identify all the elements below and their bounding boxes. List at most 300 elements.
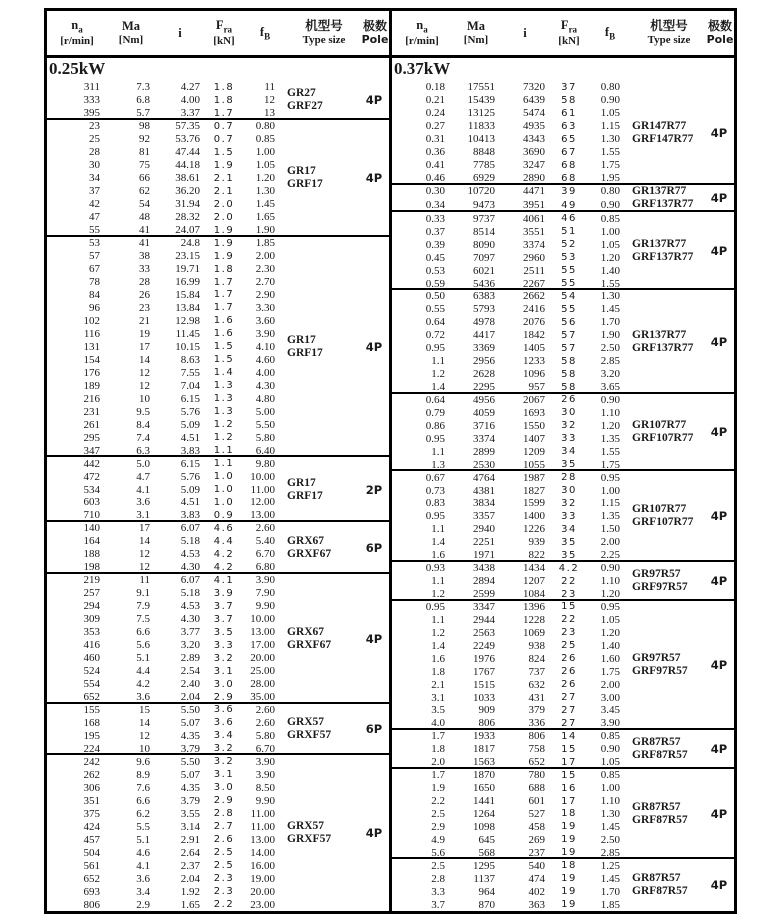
fra-cell: 63 xyxy=(561,120,577,132)
fb-cell: 1.00 xyxy=(600,484,620,497)
na-cell: 176 xyxy=(83,366,100,379)
fra-cell: 4.1 xyxy=(213,574,235,586)
fb-cell: 5.40 xyxy=(255,535,275,548)
fb-cell: 6.80 xyxy=(255,561,275,574)
ma-cell: 870 xyxy=(478,898,495,911)
fra-cell: 18 xyxy=(561,808,577,820)
fra-cell: 1.8 xyxy=(213,81,235,93)
na-cell: 216 xyxy=(83,392,100,405)
ma-cell: 26 xyxy=(139,288,150,301)
column-header-symbol: $n_a$ xyxy=(71,18,83,35)
table-row xyxy=(392,406,632,419)
fb-cell: 1.05 xyxy=(600,107,620,120)
fra-cell: 1.0 xyxy=(213,484,235,496)
pole-label: 4P xyxy=(365,93,383,108)
na-cell: 2.5 xyxy=(431,859,445,872)
fra-cell: 18 xyxy=(561,860,577,872)
table-row xyxy=(47,211,287,224)
pole-label: 2P xyxy=(365,482,383,497)
ma-cell: 9.5 xyxy=(136,405,150,418)
na-cell: 188 xyxy=(83,548,100,561)
i-cell: 31.94 xyxy=(175,198,200,211)
ma-cell: 7.5 xyxy=(136,613,150,626)
i-cell: 3.79 xyxy=(180,742,200,755)
ma-cell: 75 xyxy=(139,159,150,172)
table-row xyxy=(47,729,287,742)
data-rows xyxy=(392,730,632,769)
fb-cell: 1.70 xyxy=(600,885,620,898)
ma-cell: 19 xyxy=(139,327,150,340)
ma-cell: 1137 xyxy=(473,872,495,885)
fb-cell: 3.30 xyxy=(255,301,275,314)
na-cell: 1.2 xyxy=(431,368,445,381)
table-row xyxy=(47,859,287,872)
fb-cell: 1.30 xyxy=(600,807,620,820)
fb-cell: 9.80 xyxy=(255,457,275,470)
ma-cell: 17551 xyxy=(467,81,495,94)
type-size-line: GRF87R57 xyxy=(632,885,688,898)
na-cell: 603 xyxy=(83,496,100,509)
table-row xyxy=(47,820,287,833)
ma-cell: 1767 xyxy=(473,665,495,678)
fb-cell: 6.40 xyxy=(255,444,275,457)
fb-cell: 1.95 xyxy=(600,172,620,185)
type-size-label xyxy=(287,574,359,704)
fra-cell: 1.6 xyxy=(213,315,235,327)
ma-cell: 4.7 xyxy=(136,470,150,483)
na-cell: 0.53 xyxy=(425,264,445,277)
i-cell: 4.30 xyxy=(180,561,200,574)
i-cell: 824 xyxy=(528,652,545,665)
fra-cell: 2.9 xyxy=(213,795,235,807)
fra-cell: 2.0 xyxy=(213,198,235,210)
fb-cell: 1.05 xyxy=(600,756,620,769)
fra-cell: 4.6 xyxy=(213,522,235,534)
pole-label: 4P xyxy=(710,244,728,259)
na-cell: 84 xyxy=(89,288,100,301)
na-cell: 2.0 xyxy=(431,756,445,769)
na-cell: 78 xyxy=(89,276,100,289)
ma-cell: 6.8 xyxy=(136,94,150,107)
i-cell: 6.15 xyxy=(180,392,200,405)
fb-cell: 1.30 xyxy=(600,133,620,146)
ma-cell: 6.6 xyxy=(136,794,150,807)
i-cell: 5474 xyxy=(523,107,545,120)
i-cell: 3.83 xyxy=(180,444,200,457)
table-row xyxy=(47,172,287,185)
type-size-group xyxy=(392,728,734,769)
na-cell: 4.9 xyxy=(431,833,445,846)
ma-cell: 1933 xyxy=(473,730,495,743)
na-cell: 1.8 xyxy=(431,743,445,756)
na-cell: 0.30 xyxy=(425,185,445,198)
i-cell: 5.07 xyxy=(180,768,200,781)
table-row xyxy=(392,795,632,808)
type-size-line: GRF17 xyxy=(287,346,323,359)
fra-cell: 55 xyxy=(561,265,577,277)
na-cell: 102 xyxy=(83,314,100,327)
ma-cell: 14 xyxy=(139,353,150,366)
column-header xyxy=(243,25,287,42)
ma-cell: 7.6 xyxy=(136,781,150,794)
table-row xyxy=(392,368,632,381)
i-cell: 3551 xyxy=(523,225,545,238)
i-cell: 237 xyxy=(528,846,545,859)
data-rows xyxy=(392,394,632,472)
na-cell: 2.8 xyxy=(431,872,445,885)
table-row xyxy=(47,263,287,276)
fb-cell: 1.45 xyxy=(600,303,620,316)
i-cell: 1827 xyxy=(523,484,545,497)
ma-cell: 17 xyxy=(139,340,150,353)
ma-cell: 3347 xyxy=(473,600,495,613)
fra-cell: 2.3 xyxy=(213,886,235,898)
ma-cell: 3716 xyxy=(473,419,495,432)
i-cell: 4.53 xyxy=(180,600,200,613)
i-cell: 3.14 xyxy=(180,820,200,833)
na-cell: 375 xyxy=(83,807,100,820)
fb-cell: 4.30 xyxy=(255,379,275,392)
na-cell: 1.9 xyxy=(431,782,445,795)
fra-cell: 34 xyxy=(561,523,577,535)
i-cell: 1987 xyxy=(523,471,545,484)
type-size-line: GRF147R77 xyxy=(632,132,694,145)
ma-cell: 5.6 xyxy=(136,639,150,652)
fra-cell: 32 xyxy=(561,497,577,509)
fra-cell: 23 xyxy=(561,588,577,600)
i-cell: 1069 xyxy=(523,626,545,639)
table-row xyxy=(392,575,632,588)
na-cell: 0.72 xyxy=(425,329,445,342)
type-size-line: GR87R57 xyxy=(632,872,681,885)
table-row xyxy=(392,303,632,316)
fb-cell: 2.60 xyxy=(255,522,275,535)
table-row xyxy=(47,846,287,859)
type-size-group xyxy=(392,560,734,601)
na-cell: 442 xyxy=(83,457,100,470)
na-cell: 0.59 xyxy=(425,277,445,290)
na-cell: 261 xyxy=(83,418,100,431)
na-cell: 1.6 xyxy=(431,549,445,562)
na-cell: 693 xyxy=(83,885,100,898)
i-cell: 6.07 xyxy=(180,522,200,535)
fb-cell: 11.00 xyxy=(250,483,275,496)
type-size-line: GR137R77 xyxy=(632,238,687,251)
na-cell: 416 xyxy=(83,639,100,652)
ma-cell: 3357 xyxy=(473,510,495,523)
i-cell: 806 xyxy=(528,730,545,743)
i-cell: 24.8 xyxy=(180,237,200,250)
column-header xyxy=(392,18,452,47)
fra-cell: 1.2 xyxy=(213,419,235,431)
i-cell: 7.04 xyxy=(180,379,200,392)
fra-cell: 2.2 xyxy=(213,899,235,911)
table-row xyxy=(392,510,632,523)
ma-cell: 2899 xyxy=(473,445,495,458)
fra-cell: 27 xyxy=(561,717,577,729)
na-cell: 28 xyxy=(89,146,100,159)
ma-cell: 3.6 xyxy=(136,872,150,885)
fb-cell: 0.80 xyxy=(600,185,620,198)
table-row xyxy=(47,133,287,146)
na-cell: 116 xyxy=(83,327,100,340)
fb-cell: 3.65 xyxy=(600,381,620,394)
type-size-line: GRXF57 xyxy=(287,729,332,742)
ma-cell: 7785 xyxy=(473,159,495,172)
fra-cell: 53 xyxy=(561,252,577,264)
na-cell: 0.37 xyxy=(425,225,445,238)
i-cell: 402 xyxy=(528,885,545,898)
type-size-group xyxy=(47,81,389,120)
column-header-symbol: Ma xyxy=(121,19,141,34)
ma-cell: 4.6 xyxy=(136,846,150,859)
na-cell: 195 xyxy=(83,729,100,742)
type-size-line: GRF137R77 xyxy=(632,341,694,354)
fra-cell: 0.9 xyxy=(213,509,235,521)
table-row xyxy=(392,562,632,575)
fb-cell: 13 xyxy=(264,107,275,120)
ma-cell: 5793 xyxy=(473,303,495,316)
column-header xyxy=(452,19,500,46)
type-size-label xyxy=(287,755,359,911)
table-row xyxy=(47,807,287,820)
fra-cell: 3.2 xyxy=(213,652,235,664)
i-cell: 4.51 xyxy=(180,431,200,444)
fb-cell: 1.10 xyxy=(600,575,620,588)
column-header-unit: Type size xyxy=(302,33,346,46)
column-header-symbol: $f_B$ xyxy=(259,24,271,42)
ma-cell: 13125 xyxy=(467,107,495,120)
ma-cell: 2956 xyxy=(473,355,495,368)
i-cell: 1434 xyxy=(523,562,545,575)
na-cell: 0.46 xyxy=(425,172,445,185)
type-size-line: GR17 xyxy=(287,476,316,489)
ma-cell: 6021 xyxy=(473,264,495,277)
na-cell: 242 xyxy=(83,755,100,768)
type-size-line: GRF17 xyxy=(287,489,323,502)
ma-cell: 14 xyxy=(139,716,150,729)
ma-cell: 62 xyxy=(139,185,150,198)
i-cell: 822 xyxy=(528,549,545,562)
fb-cell: 1.85 xyxy=(600,898,620,911)
ma-cell: 2944 xyxy=(473,613,495,626)
table-row xyxy=(392,704,632,717)
fra-cell: 35 xyxy=(561,459,577,471)
column-header xyxy=(155,26,205,40)
fra-cell: 3.1 xyxy=(213,769,235,781)
i-cell: 16.99 xyxy=(175,276,200,289)
type-size-group xyxy=(392,767,734,860)
na-cell: 224 xyxy=(83,742,100,755)
i-cell: 1055 xyxy=(523,458,545,471)
fra-cell: 2.1 xyxy=(213,172,235,184)
data-rows xyxy=(392,290,632,394)
i-cell: 4.27 xyxy=(180,81,200,94)
table-row xyxy=(47,340,287,353)
pole-label: 6P xyxy=(365,722,383,737)
fb-cell: 1.00 xyxy=(600,225,620,238)
fra-cell: 1.7 xyxy=(213,107,235,119)
type-groups xyxy=(47,81,389,911)
fra-cell: 35 xyxy=(561,536,577,548)
column-header xyxy=(205,18,243,47)
i-cell: 2.91 xyxy=(180,833,200,846)
ma-cell: 1264 xyxy=(473,807,495,820)
fb-cell: 5.80 xyxy=(255,729,275,742)
i-cell: 12.98 xyxy=(175,314,200,327)
i-cell: 47.44 xyxy=(175,146,200,159)
fb-cell: 1.20 xyxy=(600,588,620,601)
i-cell: 737 xyxy=(528,665,545,678)
fb-cell: 14.00 xyxy=(250,846,275,859)
column-header xyxy=(632,19,706,46)
table-row xyxy=(392,445,632,458)
type-size-line: GR137R77 xyxy=(632,328,687,341)
fra-cell: 1.0 xyxy=(213,496,235,508)
data-rows xyxy=(47,522,287,574)
i-cell: 1693 xyxy=(523,406,545,419)
na-cell: 47 xyxy=(89,211,100,224)
na-cell: 1.4 xyxy=(431,639,445,652)
pole-label: 4P xyxy=(365,631,383,646)
fra-cell: 0.7 xyxy=(213,120,235,132)
ma-cell: 3.6 xyxy=(136,691,150,704)
fra-cell: 2.1 xyxy=(213,185,235,197)
ma-cell: 7097 xyxy=(473,251,495,264)
fra-cell: 19 xyxy=(561,899,577,911)
ma-cell: 9737 xyxy=(473,212,495,225)
column-header xyxy=(706,20,734,46)
fra-cell: 23 xyxy=(561,627,577,639)
i-cell: 3690 xyxy=(523,146,545,159)
na-cell: 0.33 xyxy=(425,212,445,225)
ma-cell: 5.1 xyxy=(136,833,150,846)
fb-cell: 0.90 xyxy=(600,562,620,575)
data-rows xyxy=(47,457,287,522)
type-size-line: GR27 xyxy=(287,87,316,100)
type-size-line: GRF87R57 xyxy=(632,813,688,826)
type-size-line: GRF107R77 xyxy=(632,516,694,529)
i-cell: 3.37 xyxy=(180,107,200,120)
fb-cell: 5.80 xyxy=(255,431,275,444)
type-size-line: GRF137R77 xyxy=(632,198,694,211)
table-row xyxy=(392,833,632,846)
fra-cell: 57 xyxy=(561,329,577,341)
na-cell: 67 xyxy=(89,263,100,276)
ma-cell: 15 xyxy=(139,703,150,716)
ma-cell: 4.4 xyxy=(136,665,150,678)
na-cell: 1.2 xyxy=(431,626,445,639)
i-cell: 632 xyxy=(528,678,545,691)
ma-cell: 3.1 xyxy=(136,509,150,522)
na-cell: 0.34 xyxy=(425,199,445,212)
fb-cell: 0.85 xyxy=(600,769,620,782)
data-rows xyxy=(392,562,632,601)
type-size-group xyxy=(47,520,389,574)
fra-cell: 34 xyxy=(561,446,577,458)
table-row xyxy=(47,833,287,846)
table-row xyxy=(392,639,632,652)
table-row xyxy=(47,587,287,600)
fb-cell: 2.00 xyxy=(255,250,275,263)
ma-cell: 6.6 xyxy=(136,626,150,639)
fb-cell: 0.90 xyxy=(600,743,620,756)
na-cell: 0.31 xyxy=(425,133,445,146)
table-row xyxy=(47,418,287,431)
fb-cell: 1.30 xyxy=(600,290,620,303)
i-cell: 4.35 xyxy=(180,781,200,794)
fra-cell: 30 xyxy=(561,407,577,419)
table-row xyxy=(392,133,632,146)
fb-cell: 1.85 xyxy=(255,237,275,250)
na-cell: 351 xyxy=(83,794,100,807)
fb-cell: 6.70 xyxy=(255,548,275,561)
table-row xyxy=(47,574,287,587)
na-cell: 333 xyxy=(83,94,100,107)
fra-cell: 26 xyxy=(561,394,577,406)
type-size-line: GRX57 xyxy=(287,820,325,833)
na-cell: 3.5 xyxy=(431,704,445,717)
ma-cell: 964 xyxy=(478,885,495,898)
na-cell: 1.8 xyxy=(431,665,445,678)
i-cell: 8.63 xyxy=(180,353,200,366)
pole-label: 4P xyxy=(365,171,383,186)
column-header xyxy=(588,25,632,42)
ma-cell: 1033 xyxy=(473,691,495,704)
ma-cell: 2295 xyxy=(473,381,495,394)
na-cell: 460 xyxy=(83,652,100,665)
i-cell: 57.35 xyxy=(175,120,200,133)
na-cell: 1.1 xyxy=(431,575,445,588)
fra-cell: 3.7 xyxy=(213,613,235,625)
type-size-line: GRF17 xyxy=(287,178,323,191)
fra-cell: 49 xyxy=(561,199,577,211)
i-cell: 4.30 xyxy=(180,613,200,626)
fra-cell: 33 xyxy=(561,510,577,522)
ma-cell: 11 xyxy=(139,574,150,587)
na-cell: 295 xyxy=(83,431,100,444)
column-header-symbol: 极数 xyxy=(362,18,387,33)
ma-cell: 909 xyxy=(478,704,495,717)
fra-cell: 58 xyxy=(561,381,577,393)
type-size-line: GRX57 xyxy=(287,716,325,729)
ma-cell: 10 xyxy=(139,392,150,405)
fra-cell: 1.3 xyxy=(213,393,235,405)
fb-cell: 1.35 xyxy=(600,510,620,523)
i-cell: 2.64 xyxy=(180,846,200,859)
fra-cell: 3.9 xyxy=(213,587,235,599)
ma-cell: 4764 xyxy=(473,471,495,484)
table-row xyxy=(392,678,632,691)
table-row xyxy=(47,704,287,717)
fb-cell: 17.00 xyxy=(250,639,275,652)
table-row xyxy=(47,652,287,665)
fb-cell: 1.15 xyxy=(600,120,620,133)
fra-cell: 2.8 xyxy=(213,808,235,820)
ma-cell: 645 xyxy=(478,833,495,846)
type-size-label xyxy=(632,81,704,185)
table-row xyxy=(47,159,287,172)
table-row xyxy=(47,237,287,250)
na-cell: 0.95 xyxy=(425,432,445,445)
fra-cell: 3.6 xyxy=(213,704,235,716)
i-cell: 4.00 xyxy=(180,94,200,107)
table-row xyxy=(392,394,632,407)
ma-cell: 3374 xyxy=(473,432,495,445)
fra-cell: 3.1 xyxy=(213,665,235,677)
column-header xyxy=(550,18,588,47)
fb-cell: 0.95 xyxy=(600,471,620,484)
